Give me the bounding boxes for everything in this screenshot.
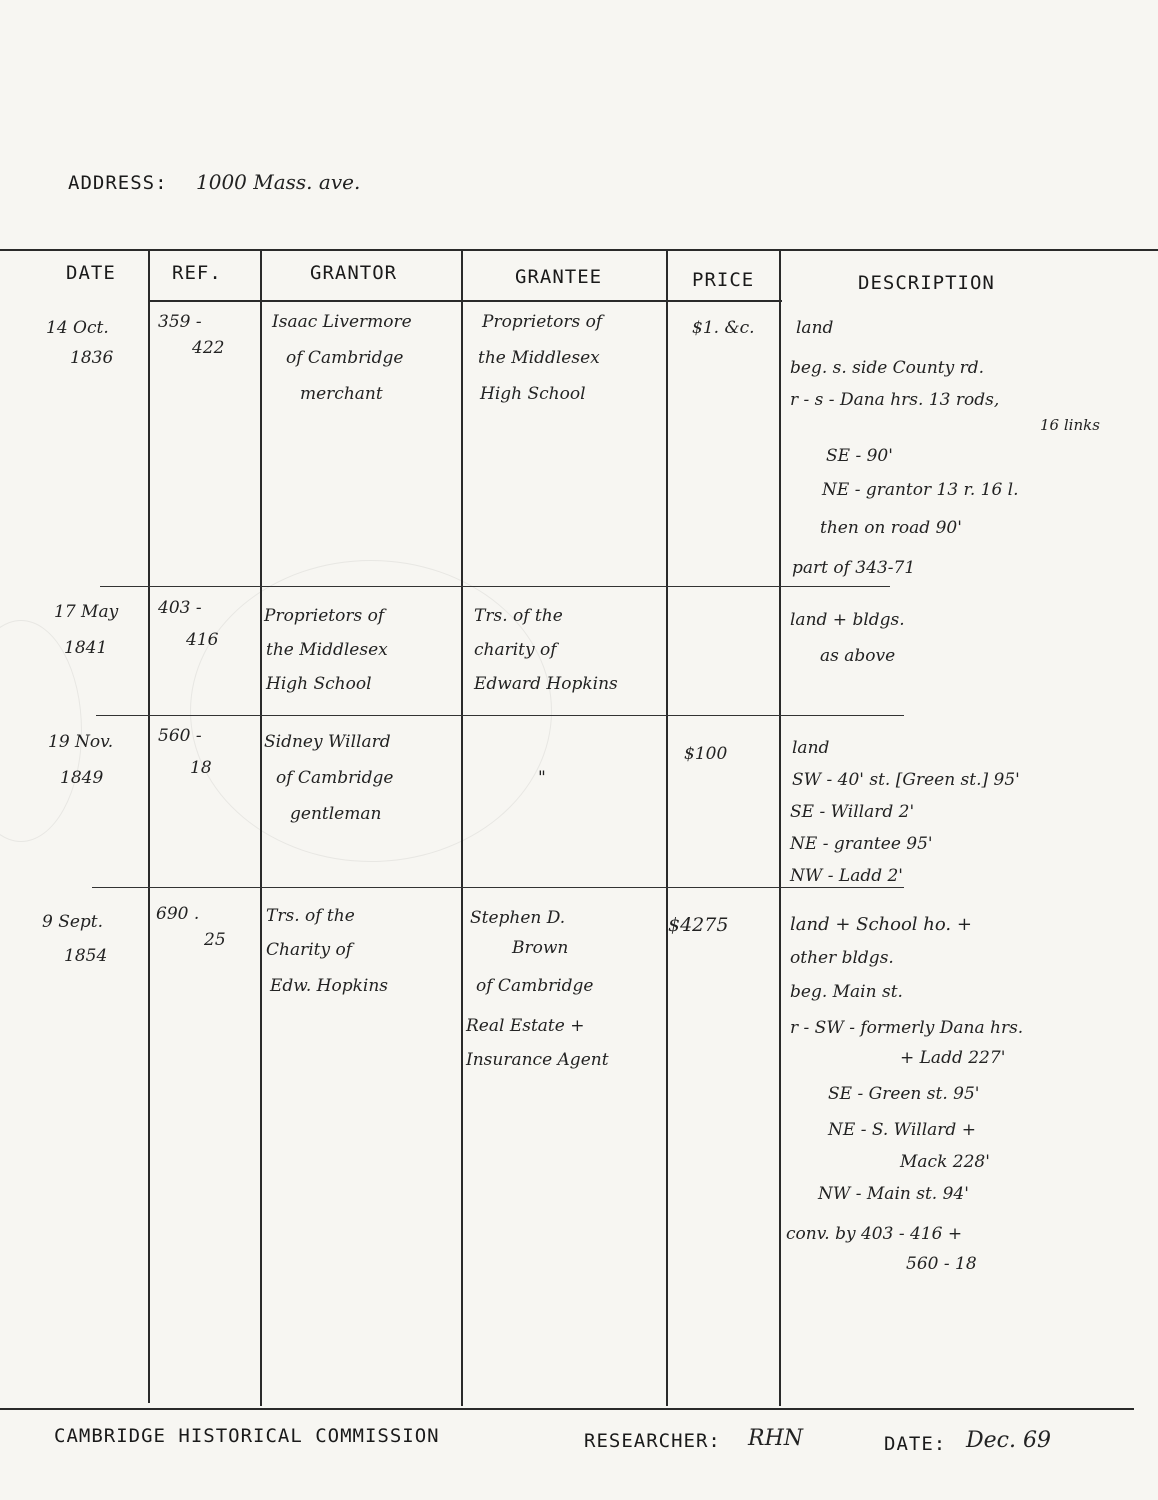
record-grantee-line: Brown — [512, 938, 569, 958]
date-label: DATE: — [884, 1433, 947, 1455]
record-description-line: Mack 228' — [900, 1152, 990, 1172]
record-description-line: 560 - 18 — [906, 1254, 977, 1274]
record-grantor-line: merchant — [300, 384, 383, 404]
column-divider — [779, 251, 781, 1406]
footer-rule — [0, 1408, 1134, 1410]
column-divider — [461, 251, 463, 1406]
record-grantee-line: of Cambridge — [476, 976, 594, 996]
record-description-line: as above — [820, 646, 896, 666]
record-separator — [92, 887, 904, 888]
record-description-line: land + School ho. + — [790, 914, 972, 935]
record-grantor-line: High School — [266, 674, 372, 694]
record-grantor-line: Charity of — [266, 940, 353, 960]
record-grantor-line: Edw. Hopkins — [270, 976, 388, 996]
researcher-value: RHN — [748, 1426, 803, 1451]
record-description-line: other bldgs. — [790, 948, 894, 968]
column-header-grantee: GRANTEE — [515, 266, 603, 288]
record-description-line: r - s - Dana hrs. 13 rods, — [790, 390, 1000, 410]
record-ref-book: 690 . — [156, 904, 200, 924]
date-value: Dec. 69 — [966, 1428, 1051, 1453]
column-divider — [260, 251, 262, 1406]
record-ref-page: 25 — [204, 930, 226, 950]
record-grantor-line: Trs. of the — [266, 906, 355, 926]
record-price: $100 — [684, 744, 728, 764]
record-description-line: + Ladd 227' — [900, 1048, 1006, 1068]
record-description-line: NW - Ladd 2' — [790, 866, 903, 886]
record-description-line: r - SW - formerly Dana hrs. — [790, 1018, 1024, 1038]
record-grantor-line: Isaac Livermore — [272, 312, 412, 332]
record-grantor-line: of Cambridge — [286, 348, 404, 368]
record-separator — [96, 715, 904, 716]
record-date-year: 1854 — [64, 946, 108, 966]
record-description-line: SE - Willard 2' — [790, 802, 915, 822]
researcher-label: RESEARCHER: — [584, 1430, 721, 1452]
record-date-day: 17 May — [54, 602, 119, 622]
address-value: 1000 Mass. ave. — [196, 170, 361, 194]
record-grantor-line: gentleman — [290, 804, 382, 824]
record-price: $4275 — [668, 914, 729, 936]
record-description-line: 16 links — [1040, 416, 1100, 434]
record-grantee-line: High School — [480, 384, 586, 404]
record-description-line: land — [792, 738, 830, 758]
record-grantor-line: the Middlesex — [266, 640, 388, 660]
record-grantor-line: Sidney Willard — [264, 732, 391, 752]
record-description-line: NE - S. Willard + — [828, 1120, 976, 1140]
column-header-ref: REF. — [172, 262, 222, 284]
record-description-line: conv. by 403 - 416 + — [786, 1224, 963, 1244]
record-description-line: NE - grantor 13 r. 16 l. — [822, 480, 1019, 500]
header-bottom-rule — [148, 300, 782, 302]
record-description-line: beg. Main st. — [790, 982, 903, 1002]
column-header-date: DATE — [66, 262, 116, 284]
record-description-line: part of 343-71 — [792, 558, 916, 578]
record-grantee-line: Trs. of the — [474, 606, 563, 626]
column-header-description: DESCRIPTION — [858, 272, 995, 294]
record-date-day: 9 Sept. — [42, 912, 104, 932]
column-divider — [148, 251, 150, 1403]
record-ref-page: 416 — [186, 630, 219, 650]
record-grantee-line: Real Estate + — [466, 1016, 585, 1036]
record-ref-book: 403 - — [158, 598, 202, 618]
record-description-line: NW - Main st. 94' — [818, 1184, 969, 1204]
record-date-year: 1841 — [64, 638, 108, 658]
column-divider — [666, 251, 668, 1406]
record-ref-page: 422 — [192, 338, 225, 358]
record-description-line: land — [796, 318, 834, 338]
record-date-day: 19 Nov. — [48, 732, 114, 752]
record-description-line: SE - Green st. 95' — [828, 1084, 980, 1104]
column-header-price: PRICE — [692, 269, 755, 291]
record-ref-book: 560 - — [158, 726, 202, 746]
record-price: $1. &c. — [692, 318, 755, 338]
record-date-day: 14 Oct. — [46, 318, 109, 338]
record-grantee-line: Edward Hopkins — [474, 674, 618, 694]
record-grantee-line: Proprietors of — [482, 312, 603, 332]
table-top-rule — [0, 249, 1158, 251]
record-date-year: 1836 — [70, 348, 114, 368]
record-ref-page: 18 — [190, 758, 212, 778]
address-label: ADDRESS: — [68, 172, 168, 194]
record-description-line: land + bldgs. — [790, 610, 905, 630]
record-ref-book: 359 - — [158, 312, 202, 332]
record-grantor-line: Proprietors of — [264, 606, 385, 626]
record-description-line: SW - 40' st. [Green st.] 95' — [792, 770, 1020, 790]
record-grantee-line: charity of — [474, 640, 557, 660]
column-header-grantor: GRANTOR — [310, 262, 398, 284]
record-date-year: 1849 — [60, 768, 104, 788]
record-description-line: then on road 90' — [820, 518, 962, 538]
record-separator — [100, 586, 890, 587]
record-description-line: beg. s. side County rd. — [790, 358, 985, 378]
record-grantee-line: the Middlesex — [478, 348, 600, 368]
record-description-line: NE - grantee 95' — [790, 834, 933, 854]
record-grantee-line: Insurance Agent — [466, 1050, 609, 1070]
commission-name: CAMBRIDGE HISTORICAL COMMISSION — [54, 1425, 440, 1447]
record-grantee-line: " — [538, 768, 546, 788]
record-grantee-line: Stephen D. — [470, 908, 566, 928]
record-grantor-line: of Cambridge — [276, 768, 394, 788]
record-description-line: SE - 90' — [826, 446, 893, 466]
